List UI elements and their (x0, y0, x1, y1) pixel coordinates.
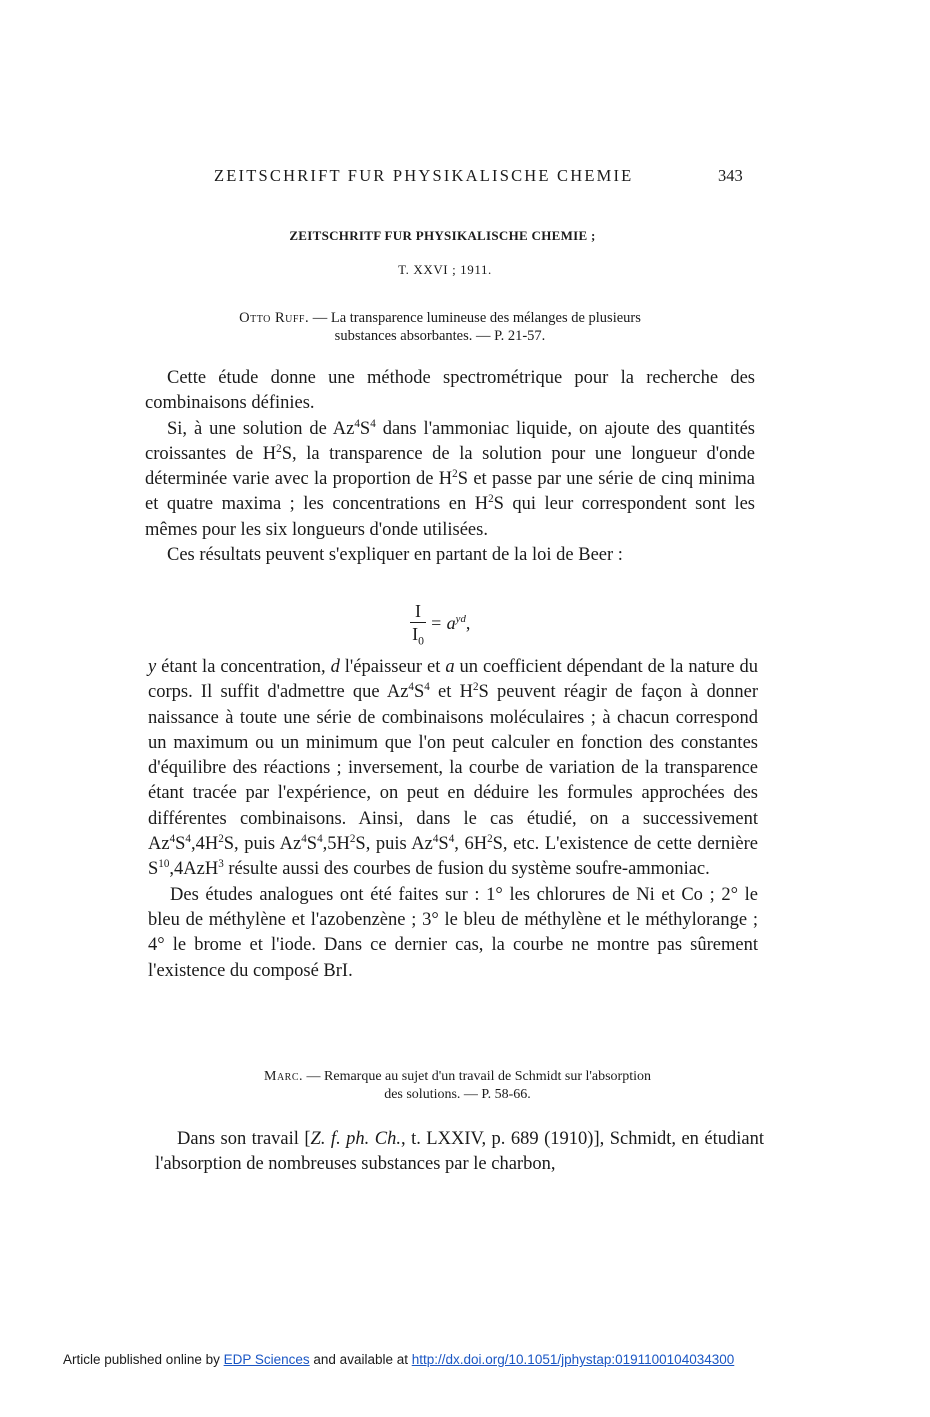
footer-middle: and available at (309, 1352, 412, 1367)
fraction (410, 601, 426, 648)
article-title-line1: — La transparence lumineuse des mélanges de plusieurs (309, 310, 641, 326)
publisher-link[interactable]: EDP Sciences (223, 1352, 310, 1367)
paragraph: Si, à une solution de $Az^4S^4$ dans l'ammoniac liquide, on ajoute des quantités croissantes de $H^2S$, la transparence de la solution pour une longueur d'onde déterminée varie avec la proportion de $H^2S$ et passe par une série de cinq minima et quatre maxima ; les concentrations en $H^2S$ qui leur correspondent sont les mêmes pour les six longueurs d'onde utilisées. (145, 417, 755, 540)
running-title: ZEITSCHRIFT FUR PHYSIKALISCHE CHEMIE (214, 166, 634, 185)
numerator: I (415, 601, 421, 621)
article-author: Marc. (264, 1069, 304, 1084)
beer-law-formula (410, 601, 530, 651)
article-heading-ruff (170, 309, 710, 345)
formula-rhs: = $a^{yd}$, (430, 613, 471, 633)
fraction-bar (410, 622, 426, 623)
article-heading-marc (190, 1068, 725, 1104)
paragraph: Ces résultats peuvent s'expliquer en partant de la loi de Beer : (167, 545, 623, 566)
article-title-line2: des solutions. — P. 58-66. (384, 1087, 531, 1102)
paragraph: y étant la concentration, d l'épaisseur et a un coefficient dépendant de la nature du corps. Il suffit d'admettre que $Az^4S^4$ et $H^2S$ peuvent réagir de façon à donner naissance à toute une série de combinaisons moléculaires ; à chacun correspond un maximum ou un minimum que l'on peut calculer en fonction des constantes d'équilibre des réactions ; inversement, la courbe de variation de la transparence étant tracée par l'expérience, on peut en déduire les formules approchées des différentes combinaisons. Ainsi, dans le cas étudié, on a successivement $Az^4S^4,4H^2S$, puis $Az^4S^4,5H^2S$, puis $Az^4S^4$, $6H^2S$, etc. L'existence de cette dernière $S^{10},4AzH^3$ résulte aussi des courbes de fusion du système soufre-ammoniac. (148, 657, 758, 880)
article-author: Otto Ruff. (239, 310, 310, 326)
running-header (0, 166, 930, 190)
journal-title: ZEITSCHRITF FUR PHYSIKALISCHE CHEMIE ; (289, 228, 596, 243)
paragraph: Dans son travail [Z. f. ph. Ch., t. LXXIV, p. 689 (1910)], Schmidt, en étudiant l'absorption de nombreuses substances par le charbon, (155, 1129, 764, 1175)
footer-prefix: Article published online by (63, 1352, 224, 1367)
article-body-part2 (148, 655, 758, 984)
doi-link[interactable]: http://dx.doi.org/10.1051/jphystap:0191100104034300 (411, 1352, 735, 1367)
paragraph: Cette étude donne une méthode spectrométrique pour la recherche des combinaisons définies. (145, 368, 755, 414)
article-body-marc (155, 1127, 764, 1178)
paragraph: Des études analogues ont été faites sur : 1° les chlorures de Ni et Co ; 2° le bleu de méthylène et l'azobenzène ; 3° le bleu de méthylène et le méthylorange ; 4° le brome et l'iode. Dans ce dernier cas, la courbe ne montre pas sûrement l'existence du composé BrI. (148, 884, 758, 981)
article-title-line2: substances absorbantes. — P. 21-57. (334, 328, 546, 344)
article-body-part1 (145, 366, 755, 568)
article-title-line1: — Remarque au sujet d'un travail de Schmidt sur l'absorption (303, 1069, 651, 1084)
denominator: $I_0$ (412, 624, 424, 648)
journal-volume: T. XXVI ; 1911. (398, 262, 492, 277)
page-number: 343 (718, 166, 743, 185)
publication-footer (63, 1352, 734, 1367)
